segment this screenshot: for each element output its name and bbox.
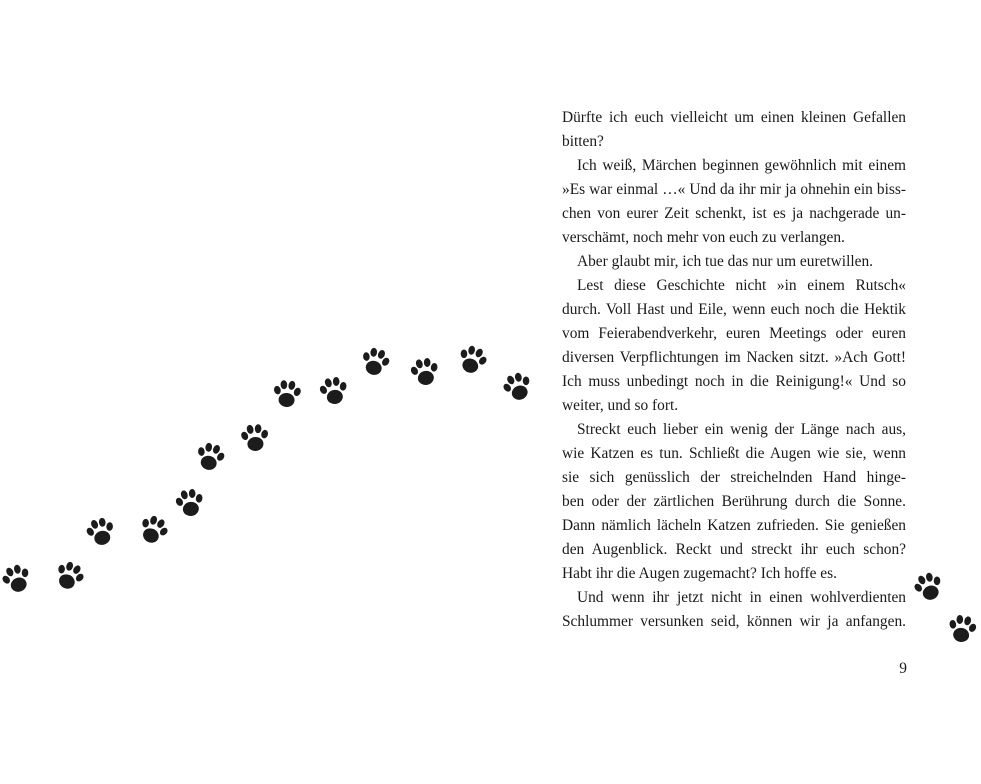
text-line: Streckt euch lieber ein wenig der Länge nach aus, (577, 421, 906, 438)
text-line: Und wenn ihr jetzt nicht in einen wohlverdienten (577, 589, 906, 606)
paw-print-icon (191, 439, 228, 478)
paragraph-5 (562, 418, 906, 586)
paragraph-4 (562, 274, 906, 418)
paw-print-icon (498, 368, 537, 408)
text-line: Ich weiß, Märchen beginnen gewöhnlich mit einem (577, 157, 906, 174)
text-line: diversen Verpflichtungen im Nacken sitzt. »Ach Gott! (562, 349, 906, 366)
paw-print-icon (133, 510, 174, 552)
body-text (562, 106, 906, 634)
paw-print-icon (944, 612, 979, 649)
paw-print-icon (407, 355, 442, 392)
text-line: Dürfte ich euch vielleicht um einen kleinen Gefallen (562, 109, 906, 126)
paw-print-icon (316, 374, 351, 411)
paragraph-1 (562, 106, 906, 154)
paw-print-icon (909, 568, 948, 608)
paw-print-icon (239, 422, 272, 456)
paw-print-icon (172, 486, 207, 523)
text-line: vom Feierabendverkehr, euren Meetings oder euren (562, 325, 906, 342)
text-line: Dann nämlich lächeln Katzen zufrieden. Sie genießen (562, 517, 906, 534)
page-number: 9 (899, 660, 907, 677)
text-line: bitten? (562, 133, 604, 150)
paragraph-3 (562, 250, 906, 274)
text-line: sie sich genüsslich der streichelnden Hand hinge- (562, 469, 906, 486)
text-line: ben oder der zärtlichen Berührung durch die Sonne. (562, 493, 906, 510)
text-line: Lest diese Geschichte nicht »in einem Rutsch« (577, 277, 906, 294)
paw-print-icon (356, 344, 393, 383)
paragraph-6 (562, 586, 906, 634)
text-line: wie Katzen es tun. Schließt die Augen wie sie, wenn (562, 445, 906, 462)
text-line: Aber glaubt mir, ich tue das nur um euretwillen. (577, 253, 873, 270)
text-line: den Augenblick. Reckt und streckt ihr euch schon? (562, 541, 906, 558)
paw-print-icon (271, 378, 304, 412)
paragraph-2 (562, 154, 906, 250)
text-line: chen von eurer Zeit schenkt, ist es ja nachgerade un- (562, 205, 906, 222)
paw-print-icon (82, 514, 119, 553)
text-line: verschämt, noch mehr von euch zu verlangen. (562, 229, 845, 246)
text-line: durch. Voll Hast und Eile, wenn euch noch die Hektik (562, 301, 906, 318)
text-line: weiter, und so fort. (562, 397, 679, 414)
text-line: »Es war einmal …« Und da ihr mir ja ohnehin ein biss- (562, 181, 906, 198)
paw-print-icon (452, 341, 491, 381)
paw-print-icon (49, 556, 90, 598)
paw-print-icon (0, 560, 37, 600)
text-line: Ich muss unbedingt noch in die Reinigung!« Und so (562, 373, 906, 390)
text-line: Schlummer versunken seid, können wir ja anfangen. (562, 613, 906, 630)
text-line: Habt ihr die Augen zugemacht? Ich hoffe es. (562, 565, 837, 582)
